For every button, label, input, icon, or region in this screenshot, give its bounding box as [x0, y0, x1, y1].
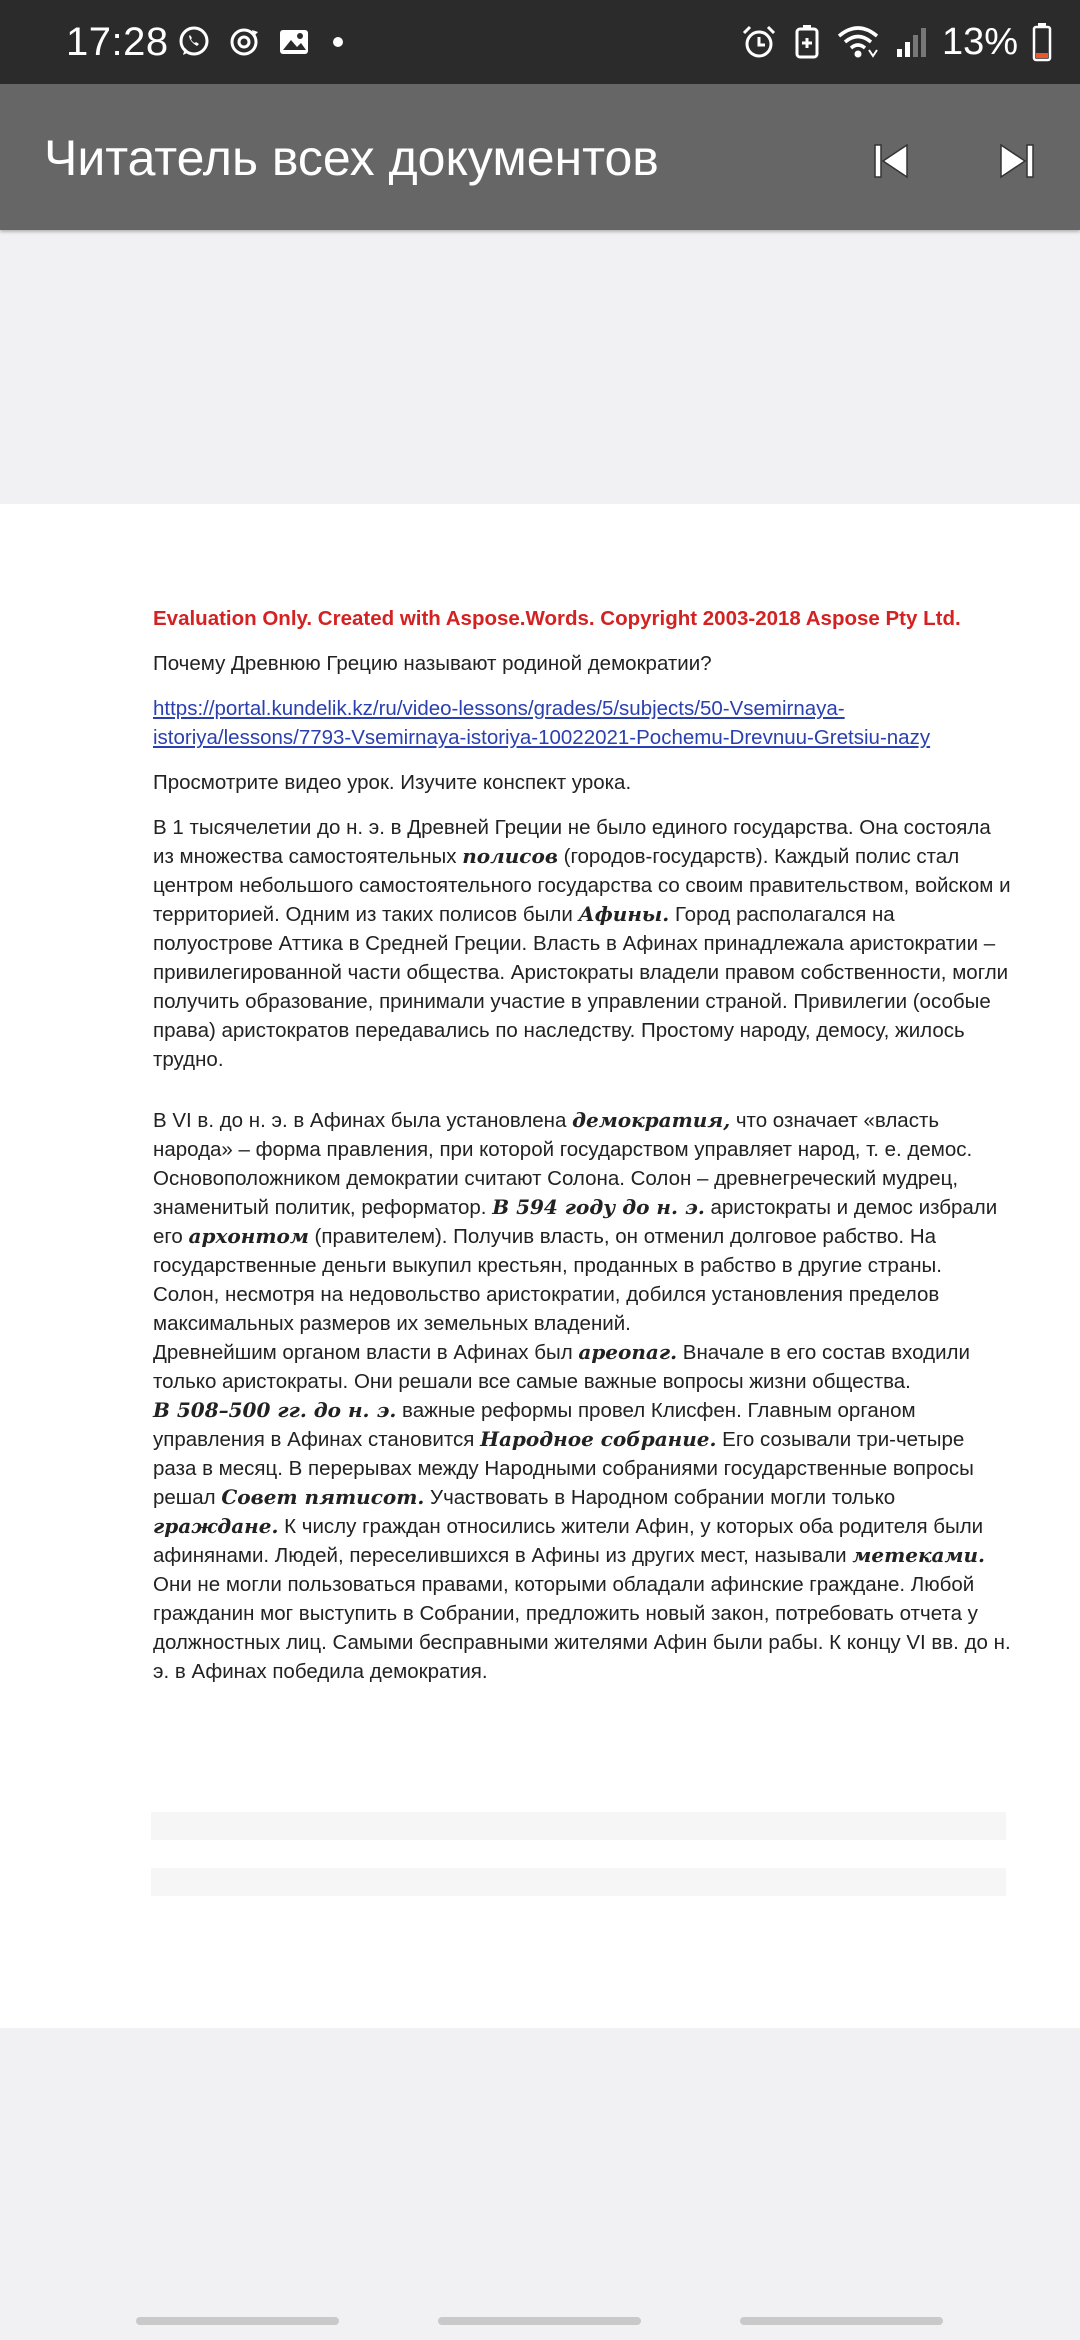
battery-fill	[1036, 53, 1048, 58]
status-time: 17:28	[66, 20, 169, 64]
paragraph-areopagus	[153, 1338, 1013, 1396]
text-run: Участвовать в Народном собрании могли только	[424, 1486, 896, 1509]
lesson-link-line-2: istoriya/lessons/7793-Vsemirnaya-istoriya-10022021-Pochemu-Drevnuu-Gretsiu-nazy	[153, 726, 931, 749]
battery-saver-icon	[792, 23, 822, 61]
text-run: В VI в. до н. э. в Афинах была установлена	[153, 1109, 573, 1132]
term-citizens: граждане.	[153, 1514, 279, 1538]
evaluation-notice: Evaluation Only. Created with Aspose.Words. Copyright 2003-2018 Aspose Pty Ltd.	[153, 607, 961, 630]
battery-percent: 13%	[941, 21, 1018, 63]
lesson-link-line-1: https://portal.kundelik.kz/ru/video-lessons/grades/5/subjects/50-Vsemirnaya-	[153, 697, 845, 720]
home-pill[interactable]	[438, 2317, 641, 2325]
previous-page-button[interactable]	[856, 126, 926, 196]
signal-icon	[894, 23, 928, 61]
skip-previous-icon	[867, 137, 915, 185]
text-run: Вначале в его состав входили только аристократы. Они решали все самые важные вопросы жизни общества.	[153, 1341, 970, 1393]
dot-icon	[326, 24, 350, 60]
text-run: К числу граждан относились жители Афин, у которых оба родителя были афинянами. Людей, переселившихся в Афины из других мест, называли	[153, 1515, 984, 1567]
text-run: Древнейшим органом власти в Афинах был	[153, 1341, 579, 1364]
gallery-icon	[276, 24, 312, 60]
next-page-button[interactable]	[982, 126, 1052, 196]
alarm-icon	[740, 23, 778, 61]
term-athens: Афины.	[578, 902, 670, 926]
whatsapp-icon	[176, 24, 212, 60]
term-508-500-bc: В 508–500 гг. до н. э.	[153, 1398, 397, 1422]
system-icons	[740, 18, 1052, 66]
term-594-bc: В 594 году до н. э.	[492, 1195, 705, 1219]
term-council-500: Совет пятисот.	[221, 1485, 425, 1509]
text-run: (городов-государств). Каждый полис стал центром небольшого самостоятельного государства со своим правительством, войском и территорией. Одним из таких полисов были	[153, 845, 1011, 926]
text-run: (правителем). Получив власть, он отменил долговое рабство. На государственные деньги выкупил крестьян, проданных в рабство в другие страны. Солон, несмотря на недовольство аристократии, добился установления пределов максимальных размеров их земельных владений.	[153, 1225, 942, 1335]
term-popular-assembly: Народное собрание.	[480, 1427, 717, 1451]
paragraph-poleis	[153, 813, 1013, 1074]
text-run: Город располагался на полуострове Аттика в Средней Греции. Власть в Афинах принадлежала аристократии – привилегированной части общества. Аристократы владели правом собственности, могли получить образование, принимали участие в управлении страной. Привилегии (особые права) аристократов передавались по наследству. Простому народу, демосу, жилось трудно.	[153, 903, 1009, 1071]
empty-table-row	[151, 1812, 1006, 1840]
back-pill[interactable]	[740, 2317, 943, 2325]
document-page[interactable]	[0, 504, 1080, 2028]
text-run: что означает «власть народа» – форма правления, при которой государством управляет народ, т. е. демос. Основоположником демократии считают Солона. Солон – древнегреческий мудрец, знаменитый политик, реформатор.	[153, 1109, 973, 1219]
notification-icons	[176, 20, 350, 64]
lesson-question: Почему Древнюю Грецию называют родиной демократии?	[153, 652, 712, 675]
term-archon: архонтом	[188, 1224, 309, 1248]
spacer	[153, 1090, 1013, 1106]
text-run: В 1 тысячелетии до н. э. в Древней Греции не было единого государства. Она состояла из множества самостоятельных	[153, 816, 991, 868]
lesson-instruction: Просмотрите видео урок. Изучите конспект урока.	[153, 771, 632, 794]
term-poleis: полисов	[462, 844, 558, 868]
wifi-icon	[836, 23, 880, 61]
gesture-nav-bar	[0, 2300, 1080, 2340]
paragraph-cleisthenes	[153, 1396, 1013, 1686]
sync-icon	[226, 24, 262, 60]
status-bar	[0, 0, 1080, 84]
term-metics: метеками.	[852, 1543, 985, 1567]
text-run: аристократы и демос избрали его	[153, 1196, 998, 1248]
app-bar	[0, 84, 1080, 230]
lesson-link[interactable]	[153, 694, 1013, 752]
battery-icon	[1032, 22, 1052, 62]
skip-next-icon	[993, 137, 1041, 185]
document-content	[153, 604, 1013, 1702]
recents-pill[interactable]	[136, 2317, 339, 2325]
app-title: Читатель всех документов	[44, 130, 659, 186]
empty-table-row	[151, 1868, 1006, 1896]
text-run: Они не могли пользоваться правами, которыми обладали афинские граждане. Любой гражданин мог выступить в Собрании, предложить новый закон, потребовать отчета у должностных лиц. Самыми бесправными жителями Афин были рабы. К концу VI вв. до н. э. в Афинах победила демократия.	[153, 1573, 1011, 1683]
term-areopagus: ареопаг.	[578, 1340, 678, 1364]
term-democracy: демократия,	[572, 1108, 731, 1132]
text-run: Его созывали три-четыре раза в месяц. В перерывах между Народными собраниями государственные вопросы решал	[153, 1428, 974, 1509]
text-run: важные реформы провел Клисфен. Главным органом управления в Афинах становится	[153, 1399, 916, 1451]
paragraph-democracy	[153, 1106, 1013, 1338]
